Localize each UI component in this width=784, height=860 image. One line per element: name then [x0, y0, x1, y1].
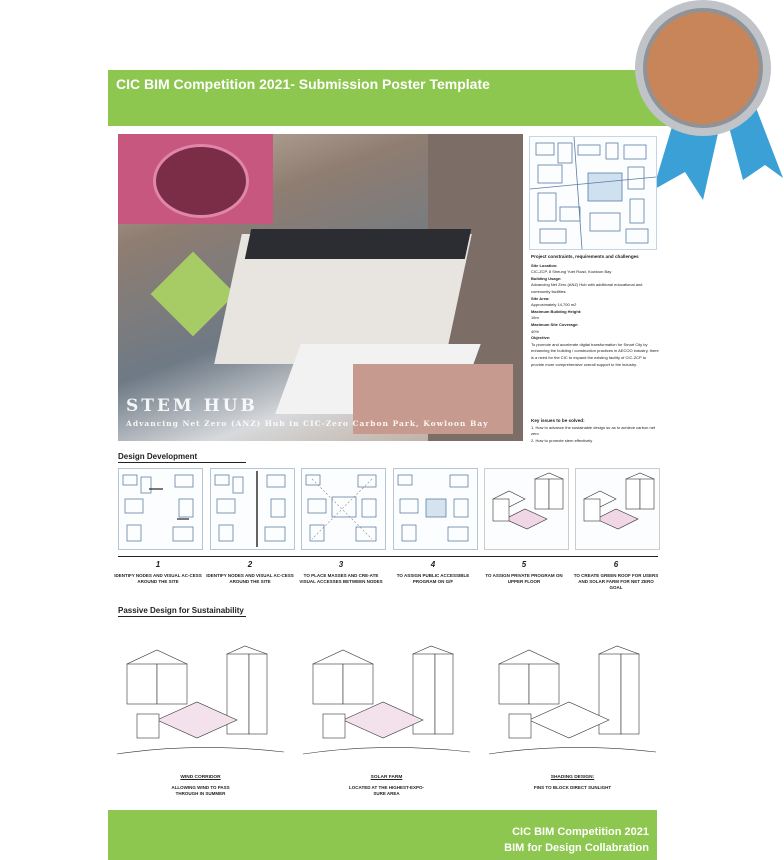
info-text: Approximately 14,700 m2: [531, 302, 577, 308]
info-text: To promote and accelerate digital transformation for Smart City by enhancing the building / construction practices in AECOO industry, there is a need for the CIC to expand the existing facility of CIC-ZCP to provide more comprehensive overall support to the industry.: [531, 341, 659, 367]
step-number: 5: [521, 560, 527, 569]
dd-diagram-6: [575, 468, 660, 550]
info-label: Building Usage:: [531, 275, 562, 281]
step-caption: TO CREATE GREEN ROOF FOR USERS AND SOLAR FARM FOR NET ZERO GOAL: [573, 573, 659, 590]
dd-diagram-1: [118, 468, 203, 550]
info-text: Advancing Net Zero (ANZ) Hub with additional educational and community facilities: [531, 282, 643, 294]
step-caption: TO ASSIGN PRIVATE PROGRAM ON UPPER FLOOR: [485, 573, 563, 584]
step-number: 6: [613, 560, 619, 569]
poster-footer: [108, 810, 657, 860]
key-issue-item: 2. How to promote stem effectively: [531, 437, 593, 443]
passive-item-name: SHADING DESIGN:: [550, 775, 595, 780]
passive-item-caption: FINS TO BLOCK DIRECT SUNLIGHT: [533, 785, 612, 790]
dd-diagram-4: [393, 468, 478, 550]
info-label: Maximum Site Coverage:: [531, 321, 579, 327]
hero-render-image: [118, 134, 523, 441]
dd-diagram-2: [210, 468, 295, 550]
key-issues: [531, 418, 659, 444]
poster-title: CIC BIM Competition 2021- Submission Poster Template: [116, 76, 490, 92]
poster-header: [108, 70, 672, 126]
step-number: 3: [338, 560, 344, 569]
passive-design-title: Passive Design for Sustainability: [118, 606, 244, 615]
pink-building: [118, 134, 273, 224]
footer-title: CIC BIM Competition 2021: [512, 826, 649, 838]
step-caption: TO PLACE MASSES AND CRE-ATE VISUAL ACCESSES BETWEEN NODES: [299, 573, 383, 584]
passive-item-name: WIND CORRIDOR: [180, 775, 221, 780]
step-caption: IDENTIFY NODES AND VISUAL AC-CESS AROUND THE SITE: [206, 573, 294, 584]
info-label: Site Location:: [531, 262, 558, 268]
step-number: 4: [430, 560, 436, 569]
passive-diagram-wind: [117, 624, 284, 772]
hero-subtitle: Advancing Net Zero (ANZ) Hub in CIC-Zero Carbon Park, Kowloon Bay: [126, 419, 489, 428]
dd-diagram-3: [301, 468, 386, 550]
info-text: CIC-ZCP, 8 Sheung Yuet Road, Kowloon Bay: [531, 269, 612, 275]
site-plan-diagram: [529, 136, 657, 250]
passive-diagram-solar: [303, 624, 470, 772]
key-issue-item: 1. How to advance the sustainable design so as to achieve carbon net zero: [531, 424, 656, 436]
passive-item-caption: LOCATED AT THE HIGHEST-EXPO-SURE AREA: [349, 785, 424, 796]
design-development-diagrams: [118, 468, 658, 548]
step-caption: IDENTIFY NODES AND VISUAL AC-CESS AROUND THE SITE: [114, 573, 202, 584]
dd-diagram-5: [484, 468, 569, 550]
project-info-heading: Project constraints, requirements and challenges: [531, 254, 639, 259]
info-text: 16m: [531, 315, 539, 321]
info-text: 40%: [531, 328, 540, 334]
info-label: Maximum Building Height:: [531, 308, 582, 314]
passive-diagram-shading: [489, 624, 656, 772]
hero-title: STEM HUB: [126, 396, 258, 416]
step-number: 1: [155, 560, 161, 569]
info-label: Objective:: [531, 335, 551, 341]
section-rule: [118, 462, 246, 463]
design-development-title: Design Development: [118, 452, 198, 461]
passive-item-name: SOLAR FARM: [370, 775, 403, 780]
project-info-panel: [531, 254, 659, 368]
timeline-axis: [118, 556, 658, 557]
info-label: Site Area:: [531, 295, 550, 301]
section-rule: [118, 616, 246, 617]
step-caption: TO ASSIGN PUBLIC ACCESSIBLE PROGRAM ON G/F: [396, 573, 470, 584]
footer-subtitle: BIM for Design Collabration: [504, 842, 649, 854]
key-issues-heading: Key issues to be solved:: [531, 418, 585, 423]
passive-item-caption: ALLOWING WIND TO PASS THROUGH IN SUMMER: [171, 785, 230, 796]
solar-roof: [245, 229, 471, 259]
step-number: 2: [247, 560, 253, 569]
